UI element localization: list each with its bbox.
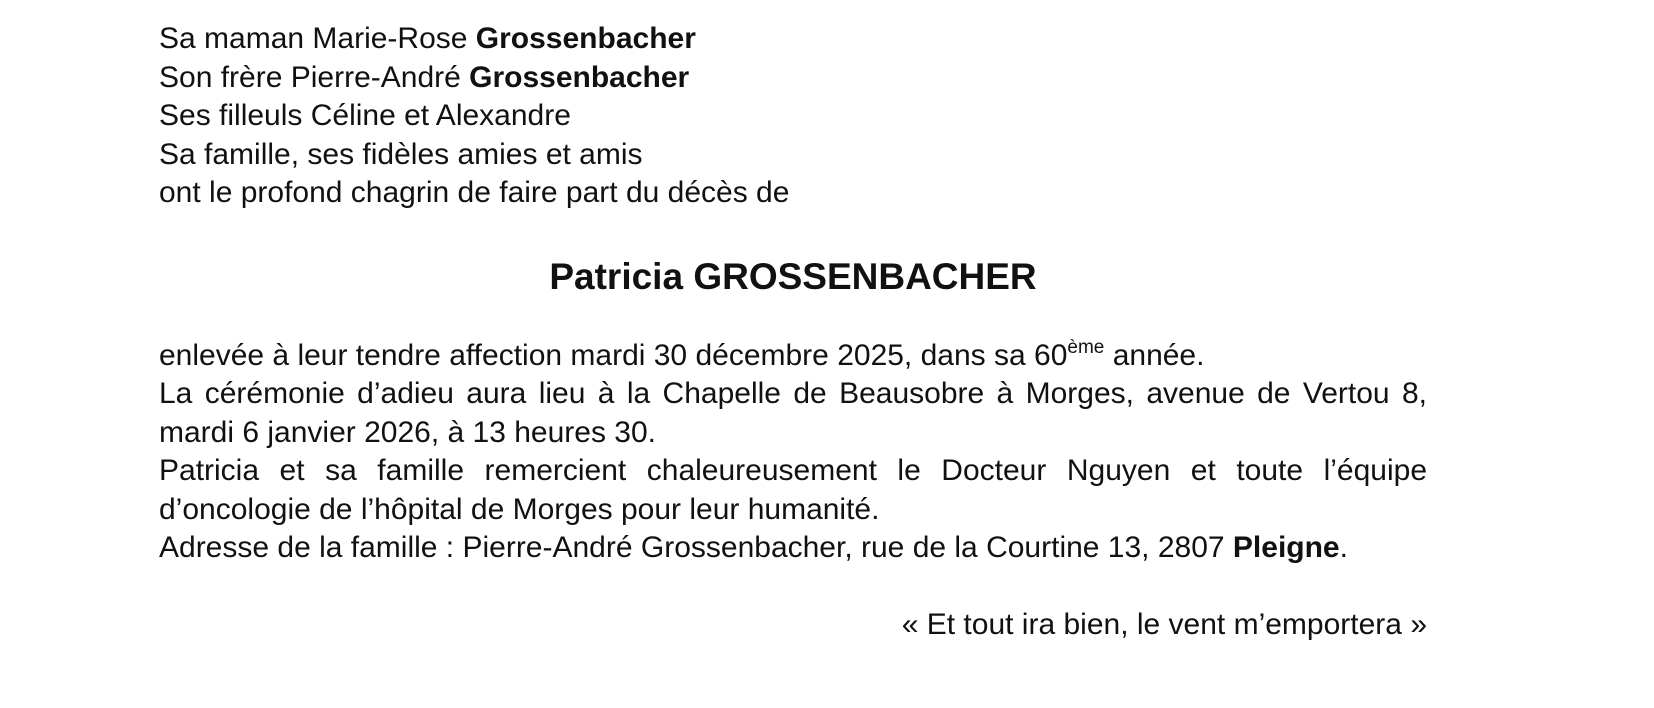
intro-line-announcement: ont le profond chagrin de faire part du décès de [159,176,790,209]
paragraph-thanks: Patricia et sa famille remercient chaleureusement le Docteur Nguyen et toute l’équipe d’oncologie de l’hôpital de Morges pour leur humanité. [159,454,1427,526]
intro-line-godchildren: Ses filleuls Céline et Alexandre [159,99,571,132]
closing-quote: « Et tout ira bien, le vent m’emportera » [901,607,1427,641]
mother-surname: Grossenbacher [475,22,696,55]
address-text: Adresse de la famille : Pierre-André Grossenbacher, rue de la Courtine 13, 2807 [159,531,1233,564]
passing-end: année. [1104,338,1205,372]
address-town: Pleigne [1232,531,1340,564]
obituary-notice [159,20,1427,644]
intro-line-family: Sa famille, ses fidèles amies et amis [159,137,643,171]
paragraph-passing [159,337,1427,376]
intro-line-brother [159,59,1427,98]
passing-text: enlevée à leur tendre affection mardi 30 décembre 2025, dans sa 60 [159,338,1068,372]
intro-line-mother [159,20,1427,59]
mother-text: Sa maman Marie-Rose [159,22,476,55]
paragraph-address [159,529,1427,568]
ordinal-suffix: ème [1067,336,1105,358]
address-end: . [1339,531,1348,564]
brother-surname: Grossenbacher [469,60,690,94]
deceased-name: Patricia GROSSENBACHER [549,255,1037,297]
paragraph-ceremony: La cérémonie d’adieu aura lieu à la Chapelle de Beausobre à Morges, avenue de Vertou 8, mardi 6 janvier 2026, à 13 heures 30. [159,377,1427,449]
brother-text: Son frère Pierre-André [159,60,470,94]
